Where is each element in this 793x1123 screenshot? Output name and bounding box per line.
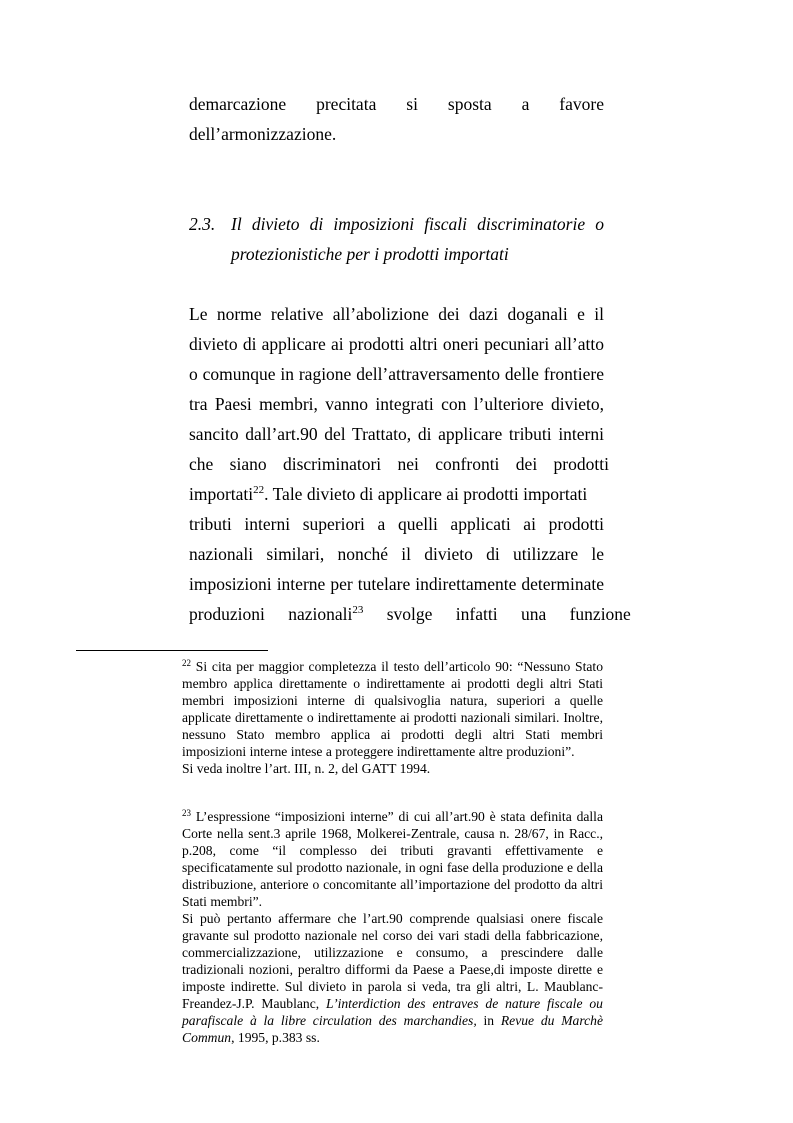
paragraph-line: tributi interni superiori a quelli applicati ai prodotti <box>189 514 604 534</box>
paragraph-line: imposizioni interne per tutelare indirettamente determinate <box>189 574 604 594</box>
paragraph-line: tra Paesi membri, vanno integrati con l’ulteriore divieto, <box>189 394 604 414</box>
text-line-continuation-end: dell’armonizzazione. <box>189 124 337 144</box>
section-title-line-2: protezionistiche per i prodotti importati <box>231 244 509 264</box>
footnote-23-text <box>182 808 603 910</box>
footnote-23-number: 23 <box>182 808 191 818</box>
text-span: svolge infatti una funzione <box>363 604 631 624</box>
paragraph-line: Le norme relative all’abolizione dei dazi doganali e il <box>189 304 604 324</box>
footnote-23 <box>182 808 603 1046</box>
footnote-23-para-2 <box>182 910 603 1046</box>
text-span: L’espressione “imposizioni interne” di cui all’art.90 è stata definita dalla Corte nella sent.3 aprile 1968, Molkerei-Zentrale, causa n. 28/67, in Racc., p.208, come “il complesso dei tributi gravanti effettivamente e specificatamente sul prodotto nazionale, in ogni fase della produzione e della distribuzione, anteriore o concomitante all’importazione del prodotto da altri Stati membri”. <box>182 809 603 909</box>
section-number: 2.3. <box>189 214 216 234</box>
footnote-22 <box>182 658 603 777</box>
footnote-separator <box>76 650 268 651</box>
footnote-22-number: 22 <box>182 658 191 668</box>
paragraph-line <box>189 604 631 624</box>
paragraph-line: o comunque in ragione dell’attraversamento delle frontiere <box>189 364 604 384</box>
cited-work-title: L’interdiction des entraves de nature fiscale ou parafiscale à la libre circulation des marchandies, <box>182 996 603 1028</box>
footnote-ref-23[interactable]: 23 <box>352 604 364 616</box>
footnote-ref-22[interactable]: 22 <box>253 484 265 496</box>
paragraph-line: che siano discriminatori nei confronti dei prodotti <box>189 454 609 474</box>
text-span: Si può pertanto affermare che l’art.90 comprende qualsiasi onere fiscale gravante sul prodotto nazionale nel corso dei vari stadi della fabbricazione, commercializzazione, utilizzazione e consumo, a prescindere dalle tradizionali nozioni, peraltro difformi da Paese a Paese,di imposte dirette e imposte indirette. Sul divieto in parola si veda, tra gli altri, L. Maublanc-Freandez-J.P. Maublanc, <box>182 911 603 1011</box>
footnote-22-text <box>182 658 603 760</box>
text-span: importati <box>189 484 254 504</box>
text-span: , 1995, p.383 ss. <box>231 1030 320 1045</box>
text-line-continuation: demarcazione precitata si sposta a favore <box>189 94 604 114</box>
section-title-line-1: Il divieto di imposizioni fiscali discriminatorie o <box>231 214 604 234</box>
paragraph-line <box>189 484 604 504</box>
paragraph-line: nazionali similari, nonché il divieto di utilizzare le <box>189 544 604 564</box>
text-span: Si cita per maggior completezza il testo dell’articolo 90: “Nessuno Stato membro applica direttamente o indirettamente ai prodotti degli altri Stati membri imposizioni interne di qualsivoglia natura, superiori a quelle applicate direttamente o indirettamente ai prodotti nazionali similari. Inoltre, nessuno Stato membro applica ai prodotti degli altri Stati membri imposizioni interne intese a proteggere indirettamente altre produzioni”. <box>182 659 603 759</box>
footnote-22-extra: Si veda inoltre l’art. III, n. 2, del GATT 1994. <box>182 761 431 776</box>
paragraph-line: divieto di applicare ai prodotti altri oneri pecuniari all’atto <box>189 334 604 354</box>
journal-title: Revue du Marchè Commun <box>182 1013 603 1045</box>
text-span: . Tale divieto di applicare ai prodotti importati <box>264 484 588 504</box>
text-span: in <box>476 1013 501 1028</box>
text-span: produzioni nazionali <box>189 604 353 624</box>
paragraph-line: sancito dall’art.90 del Trattato, di applicare tributi interni <box>189 424 604 444</box>
